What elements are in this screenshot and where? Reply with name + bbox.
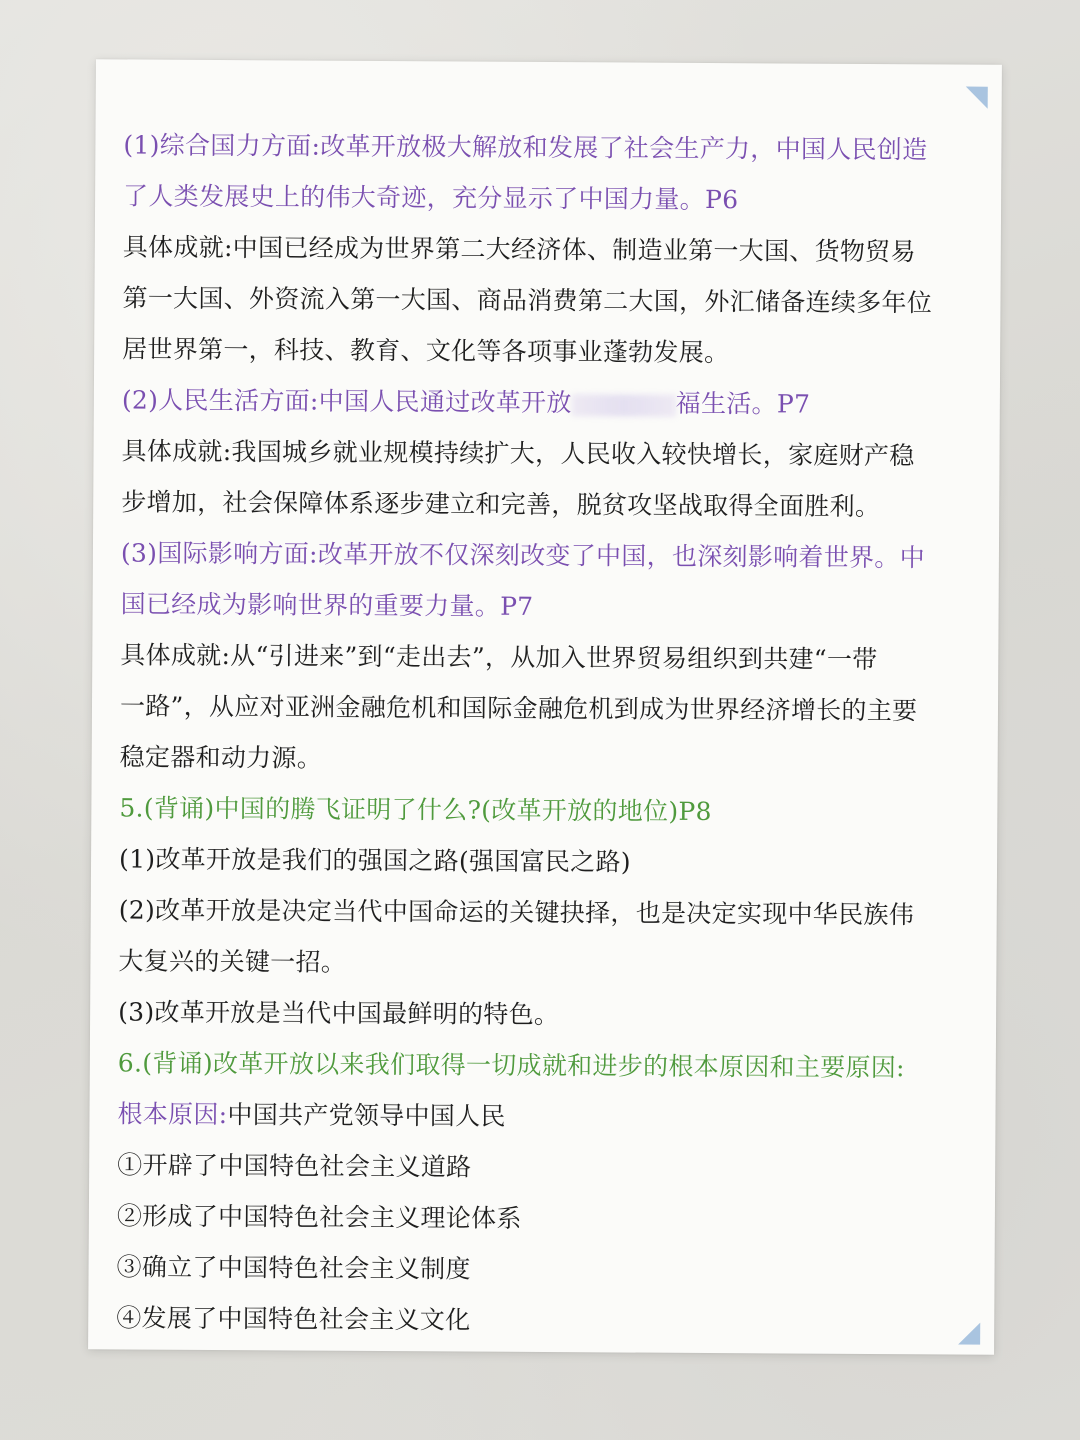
heading-international-influence: (3)国际影响方面:改革开放不仅深刻改变了中国，也深刻影响着世界。中 — [120, 538, 926, 573]
paragraph-achievements-2: 具体成就:我国城乡就业规模持续扩大，人民收入较快增长，家庭财产稳 — [121, 436, 915, 471]
answer-5-item-1: (1)改革开放是我们的强国之路(强国富民之路) — [118, 844, 631, 877]
answer-5-item-2: (2)改革开放是决定当代中国命运的关键抉择，也是决定实现中华民族伟 — [118, 895, 915, 930]
list-item-2: ②形成了中国特色社会主义理论体系 — [116, 1201, 522, 1233]
paragraph-achievements-3-end: 稳定器和动力源。 — [119, 742, 323, 773]
paragraph-achievements-1-end: 居世界第一，科技、教育、文化等各项事业蓬勃发展。 — [122, 334, 730, 368]
answer-5-item-2-cont: 大复兴的关键一招。 — [118, 946, 347, 977]
root-cause-text: 中国共产党领导中国人民 — [227, 1100, 506, 1131]
heading-people-life-start: (2)人民生活方面:中国人民通过改革开放 — [121, 385, 572, 418]
paper-sheet — [88, 59, 1002, 1355]
heading-international-influence-cont: 国已经成为影响世界的重要力量。P7 — [120, 589, 534, 621]
answer-5-item-3: (3)改革开放是当代中国最鲜明的特色。 — [118, 997, 560, 1030]
list-item-4: ④发展了中国特色社会主义文化 — [116, 1303, 471, 1335]
paragraph-achievements-3: 具体成就:从“引进来”到“走出去”，从加入世界贸易组织到共建“一带 — [120, 640, 878, 675]
heading-people-life-end: 福生活。P7 — [675, 388, 811, 419]
blurred-region — [572, 394, 676, 417]
paragraph-achievements-1: 具体成就:中国已经成为世界第二大经济体、制造业第一大国、货物贸易 — [122, 232, 916, 267]
root-cause-line — [117, 1088, 967, 1144]
heading-comprehensive-strength-cont: 了人类发展史上的伟大奇迹，充分显示了中国力量。P6 — [123, 181, 739, 215]
paragraph-achievements-1-cont: 第一大国、外资流入第一大国、商品消费第二大国，外汇储备连续多年位 — [122, 283, 933, 318]
list-item-3: ③确立了中国特色社会主义制度 — [116, 1252, 471, 1284]
corner-tab-top-right — [966, 87, 988, 109]
document-content — [116, 119, 973, 1348]
heading-comprehensive-strength: (1)综合国力方面:改革开放极大解放和发展了社会生产力，中国人民创造 — [123, 130, 928, 165]
question-5-heading: 5.(背诵)中国的腾飞证明了什么?(改革开放的地位)P8 — [119, 793, 712, 827]
root-cause-label: 根本原因: — [117, 1099, 228, 1130]
paragraph-achievements-3-cont: 一路”，从应对亚洲金融危机和国际金融危机到成为世界经济增长的主要 — [119, 691, 918, 726]
question-6-heading: 6.(背诵)改革开放以来我们取得一切成就和进步的根本原因和主要原因: — [117, 1048, 905, 1083]
heading-people-life — [122, 374, 972, 430]
list-item-1: ①开辟了中国特色社会主义道路 — [117, 1150, 472, 1182]
paragraph-achievements-2-cont: 步增加，社会保障体系逐步建立和完善，脱贫攻坚战取得全面胜利。 — [121, 487, 881, 522]
